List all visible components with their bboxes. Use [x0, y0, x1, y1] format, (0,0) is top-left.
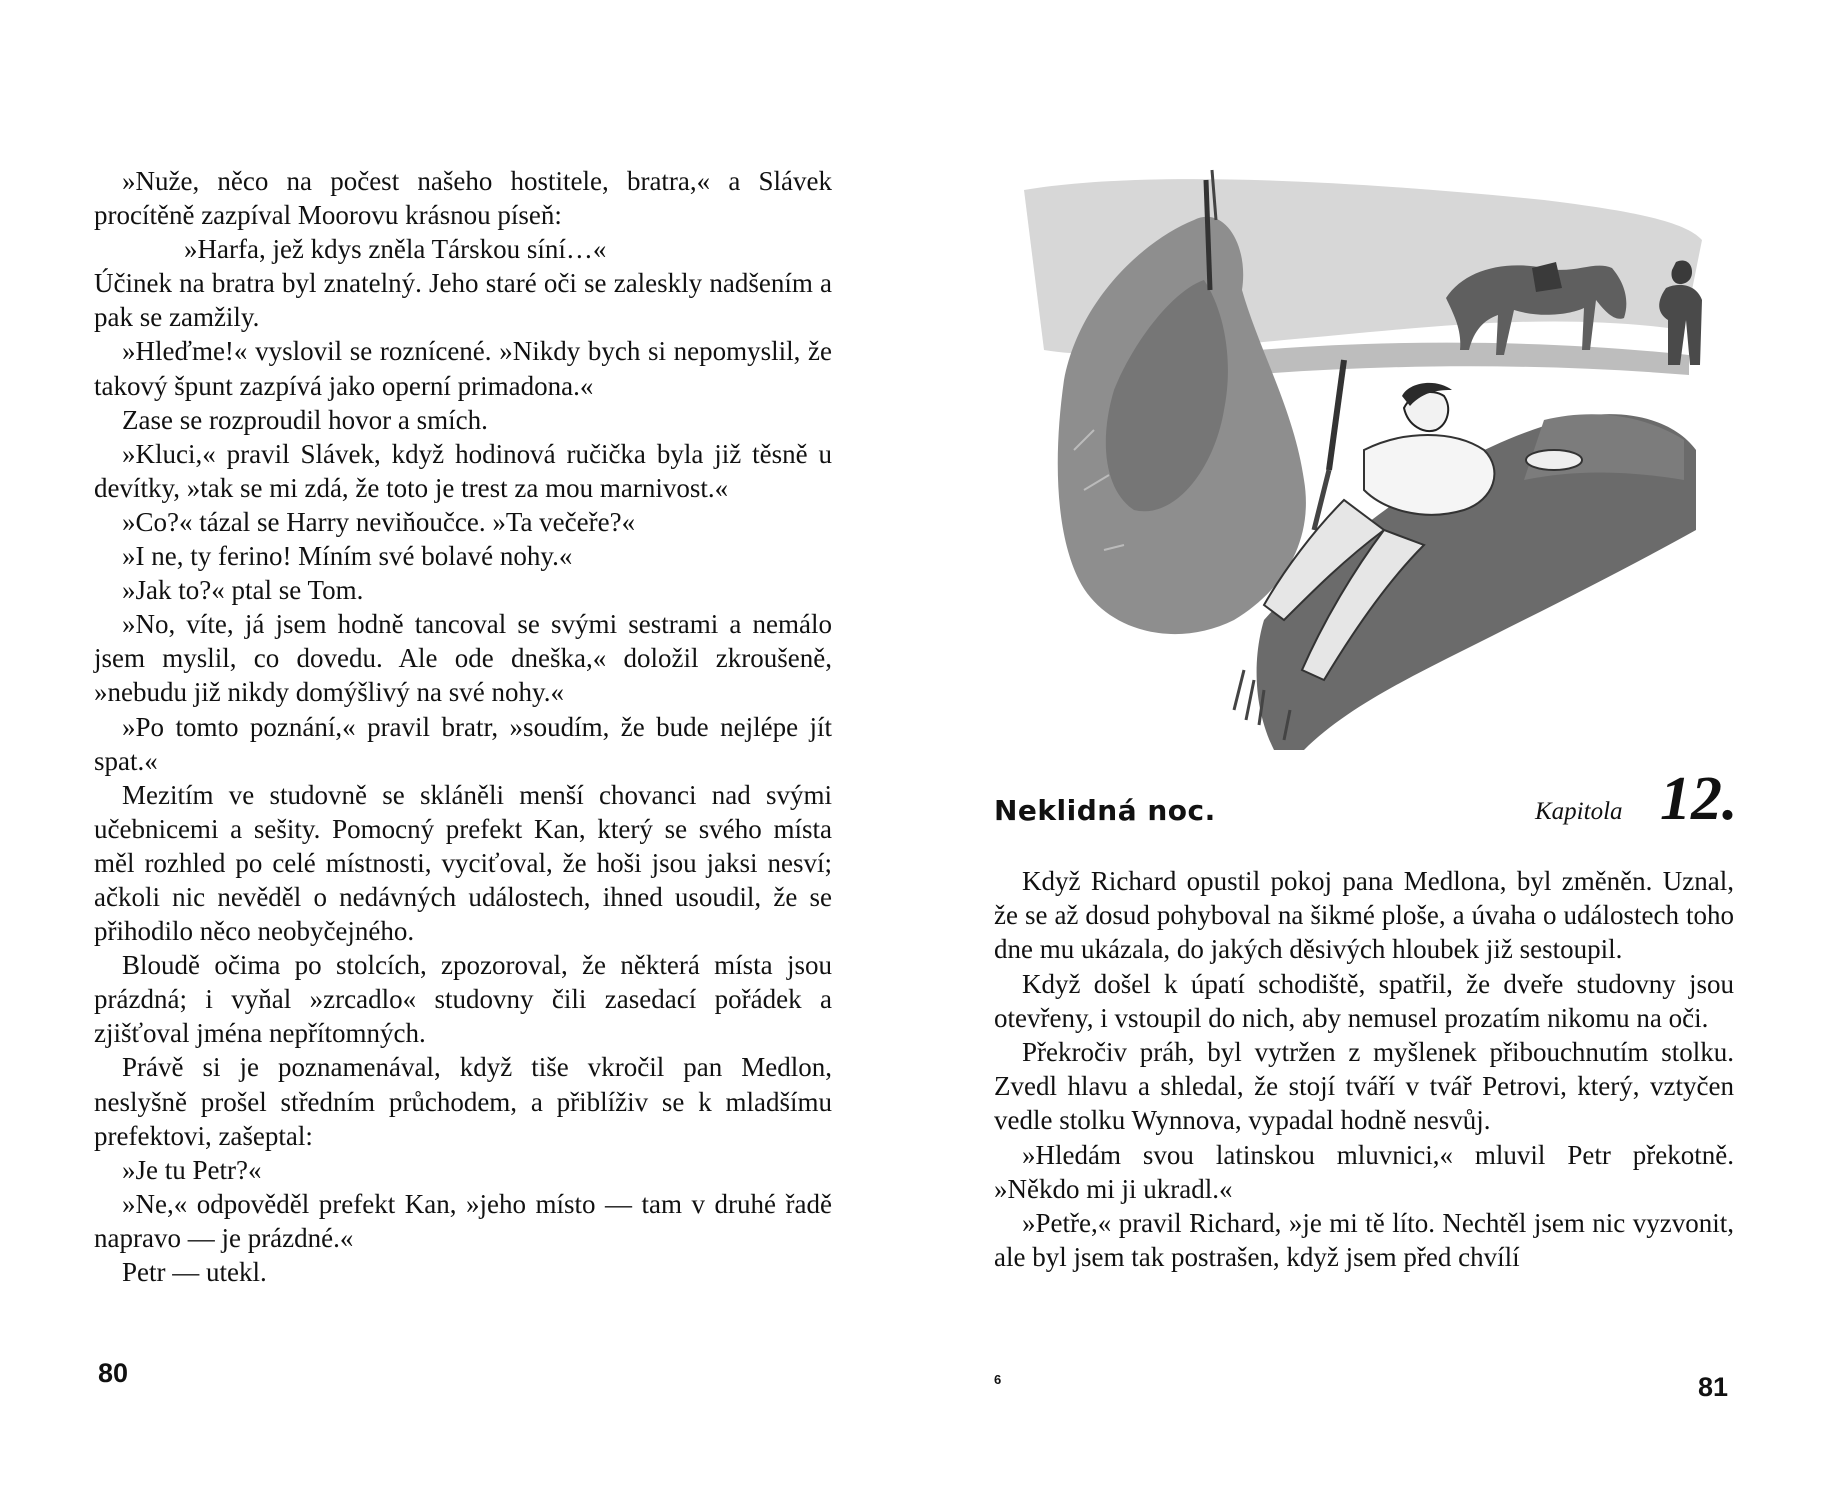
signature-mark: 6 [994, 1372, 1002, 1387]
paragraph: »Jak to?« ptal se Tom. [122, 575, 364, 606]
paragraph: »Nuže, něco na počest našeho hostitele, bratra,« a Slávek procítěně zazpíval Moorovu krásnou píseň: [94, 166, 832, 231]
paragraph: Když došel k úpatí schodiště, spatřil, že dveře studovny jsou otevřeny, i vstoupil do nich, aby nemusel prozatím nikomu na oči. [994, 968, 1734, 1033]
right-page [914, 0, 1828, 1500]
paragraph: Účinek na bratra byl znatelný. Jeho staré oči se zaleskly nadšením a pak se zamžily. [94, 268, 832, 333]
paragraph: Překročiv práh, byl vytržen z myšlenek přibouchnutím stolku. Zvedl hlavu a shledal, že stojí tváří v tvář Petrovi, který, vztyčen vedle stolku Wynnova, vypadal hodně nesvůj. [994, 1037, 1734, 1136]
paragraph: »Je tu Petr?« [122, 1154, 262, 1185]
paragraph: Když Richard opustil pokoj pana Medlona, byl změněn. Uznal, že se až dosud pohyboval na šikmé ploše, a úvaha o událostech toho dne mu ukázala, do jakých děsivých hloubek již sestoupil. [994, 866, 1734, 965]
paragraph: »Po tomto poznání,« pravil bratr, »soudím, že bude nejlépe jít spat.« [94, 711, 832, 776]
chapter-heading [994, 765, 1794, 850]
paragraph: Zase se rozproudil hovor a smích. [122, 404, 488, 435]
right-text-block [994, 864, 1734, 1274]
paragraph: Mezitím ve studovně se skláněli menší chovanci nad svými učebnicemi a sešity. Pomocný prefekt Kan, který se svého místa měl rozhled po celé místnosti, vyciťoval, že hoši jsou jaksi nesví; ačkoli nic nevěděl o nedávných událostech, ihned usoudil, že se přihodilo něco neobyčejného. [94, 779, 832, 947]
song-line: »Harfa, jež kdys zněla Társkou síní…« [184, 234, 607, 265]
paragraph: »Ne,« odpověděl prefekt Kan, »jeho místo — tam v druhé řadě napravo — je prázdné.« [94, 1188, 832, 1253]
paragraph: »Hleďme!« vyslovil se roznícené. »Nikdy bych si nepomyslil, že takový špunt zazpívá jako operní primadona.« [94, 336, 832, 401]
chapter-number: 12. [1660, 765, 1738, 833]
paragraph: »Hledám svou latinskou mluvnici,« mluvil Petr překotně. »Někdo mi ji ukradl.« [994, 1139, 1734, 1204]
left-text-block [94, 164, 832, 1289]
chapter-title: Neklidná noc. [994, 794, 1216, 827]
paragraph: »Kluci,« pravil Slávek, když hodinová ručička byla již těsně u devítky, »tak se mi zdá, že toto je trest za mou marnivost.« [94, 438, 832, 503]
page-number: 81 [1698, 1372, 1729, 1402]
paragraph: »I ne, ty ferino! Míním své bolavé nohy.« [122, 541, 573, 572]
page-number: 80 [98, 1358, 129, 1388]
paragraph: Právě si je poznamenával, když tiše vkročil pan Medlon, neslyšně prošel středním průchodem, a přiblíživ se k mladšímu prefektovi, zašeptal: [94, 1052, 832, 1151]
paragraph: »Petře,« pravil Richard, »je mi tě líto. Nechtěl jsem nic vyzvonit, ale byl jsem tak postrašen, když jsem před chvílí [994, 1208, 1734, 1273]
chapter-label: Kapitola [1535, 798, 1623, 825]
paragraph: »No, víte, já jsem hodně tancoval se svými sestrami a nemálo jsem myslil, co dovedu. Ale ode dneška,« doložil zkroušeně, »nebudu již nikdy domýšlivý na své nohy.« [94, 609, 832, 708]
paragraph: »Co?« tázal se Harry neviňoučce. »Ta večeře?« [122, 506, 636, 537]
illustration-boy-resting-horse-man-icon [984, 150, 1704, 770]
paragraph: Bloudě očima po stolcích, zpozoroval, že některá místa jsou prázdná; i vyňal »zrcadlo« studovny čili zasedací pořádek a zjišťoval jména nepřítomných. [94, 950, 832, 1049]
paragraph: Petr — utekl. [122, 1257, 267, 1287]
